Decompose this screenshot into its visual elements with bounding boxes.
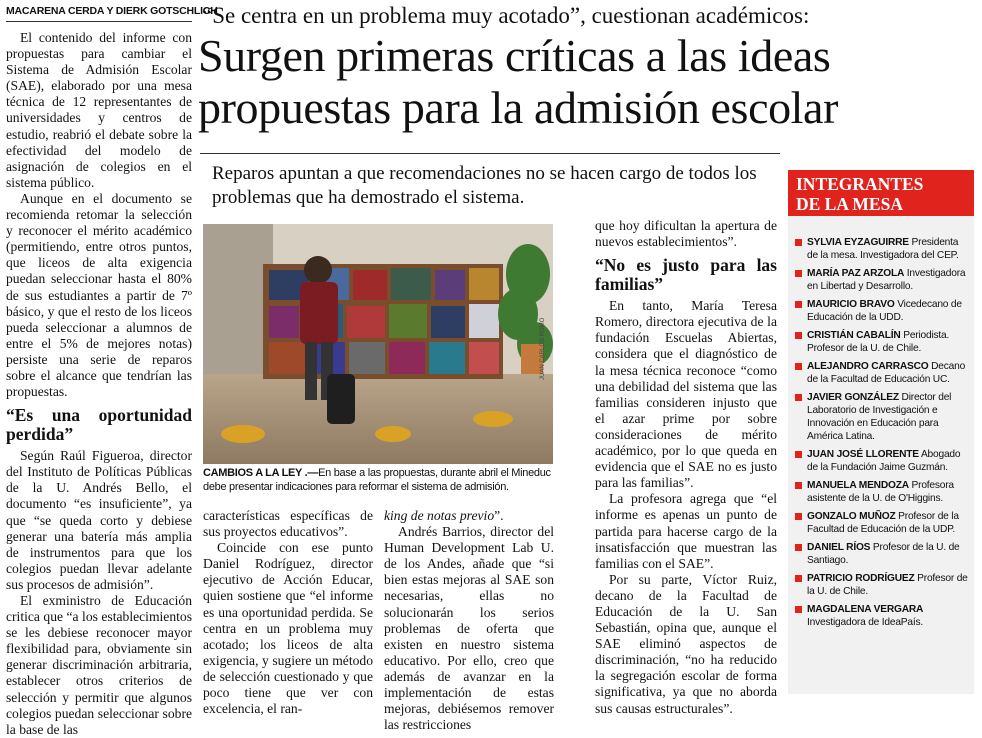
headline-rule — [200, 153, 780, 154]
paragraph: king de notas previo”. — [384, 508, 504, 523]
paragraph: Según Raúl Figueroa, director del Instituto de Políticas Públicas de la U. Andrés Bello, el documento “es insuficiente”, ya que “se queda corto y debiese generar una batería más amplia de instrumentos para que los colegios puedan llevar adelante sus procesos de admisión”. — [6, 448, 192, 592]
bullet-square-icon — [795, 451, 802, 458]
paragraph: Aunque en el documento se recomienda retomar la selección y reconocer el mérito académico (permitiendo, entre otros puntos, que liceos de alta exigencia puedan seleccionar hasta el 80% de sus estudiantes a partir de 7º básico, y que el resto de los liceos pueda seleccionar a alumnos de entre el 5% de mejores notas) persiste una serie de reparos sobre el alcance que tendrían las propuestas. — [6, 190, 192, 400]
headline-line-1: Surgen primeras críticas a las ideas — [198, 30, 831, 81]
member-item — [794, 267, 970, 293]
bullet-square-icon — [795, 482, 802, 489]
article-column-1 — [6, 30, 192, 738]
bullet-square-icon — [795, 513, 802, 520]
article-photo — [203, 224, 553, 464]
member-name: JAVIER GONZÁLEZ — [807, 392, 899, 403]
caption-lead: CAMBIOS A LA LEY .— — [203, 467, 319, 479]
member-role: Investigadora en Libertad y Desarrollo. — [807, 268, 966, 292]
bullet-square-icon — [795, 363, 802, 370]
member-item — [794, 603, 970, 629]
bullet-square-icon — [795, 606, 802, 613]
member-name: SYLVIA EYZAGUIRRE — [807, 237, 909, 248]
member-item — [794, 510, 970, 536]
headline — [198, 30, 982, 134]
member-item — [794, 298, 970, 324]
headline-line-2: propuestas para la admisión escolar — [198, 82, 838, 133]
members-list — [794, 236, 970, 634]
bullet-square-icon — [795, 544, 802, 551]
member-name: MAGDALENA VERGARA — [807, 604, 924, 615]
photo-illustration — [203, 224, 553, 464]
paragraph: Coincide con ese punto Daniel Rodríguez, director ejecutivo de Acción Educar, quien sostiene que “el informe es una oportunidad perdida. Se centra en un problema muy acotado; los liceos de alta exigencia, y sugiere un método de selección cuestionado y que poco tiene que ver con excelencia, el ran- — [203, 540, 373, 717]
bullet-square-icon — [795, 332, 802, 339]
member-role: Vicedecano de Educación de la UDD. — [807, 299, 962, 323]
paragraph: El exministro de Educación critica que “a los establecimientos se les debiese reconocer mayor flexibilidad para, obviamente sin generar discriminación arbitraria, establecer otros criterios de selección y permitir que algunos colegios puedan seleccionar sobre la base de las — [6, 593, 192, 737]
member-role: Profesor de la Facultad de Educación de la UDP. — [807, 511, 959, 535]
sidebar-title: INTEGRANTES DE LA MESA — [788, 170, 974, 216]
paragraph: características específicas de sus proyectos educativos”. — [203, 508, 373, 540]
member-item — [794, 572, 970, 598]
member-name: ALEJANDRO CARRASCO — [807, 361, 929, 372]
member-item — [794, 236, 970, 262]
member-item — [794, 448, 970, 474]
photo-caption — [203, 466, 553, 494]
paragraph: que hoy dificultan la apertura de nuevos establecimientos”. — [595, 218, 777, 250]
photo-credit: JUAN CARLOS ROMO — [540, 317, 546, 380]
bullet-square-icon — [795, 394, 802, 401]
member-name: MARÍA PAZ ARZOLA — [807, 268, 905, 279]
member-item — [794, 541, 970, 567]
paragraph: En tanto, María Teresa Romero, directora ejecutiva de la fundación Escuelas Abiertas, considera que el diagnóstico de la mesa técnica reconoce “como una debilidad del sistema que las familias consideren injusto que el azar prime por sobre consideraciones de mérito académico, por lo que queda en evidencia que el SAE no es justo para las familias”. — [595, 298, 777, 491]
member-name: CRISTIÁN CABALÍN — [807, 330, 901, 341]
member-role: Investigadora de IdeaPaís. — [807, 617, 924, 628]
bullet-square-icon — [795, 270, 802, 277]
byline-rule — [6, 21, 192, 22]
member-item — [794, 479, 970, 505]
member-role: Periodista. Profesor de la U. de Chile. — [807, 330, 950, 354]
member-role: Profesor de la U. de Chile. — [807, 573, 968, 597]
deck: Reparos apuntan a que recomendaciones no se hacen cargo de todos los problemas que ha demostrado el sistema. — [212, 163, 757, 208]
article-column-2 — [203, 508, 373, 717]
paragraph: El contenido del informe con propuestas para cambiar el Sistema de Admisión Escolar (SAE), elaborado por una mesa técnica de 12 representantes de universidades y centros de estudio, reabrió el debate sobre la efectividad del modelo de asignación de colegios en el sistema público. — [6, 30, 192, 190]
member-role: Director del Laboratorio de Investigación e Innovación en Educación para América Latina. — [807, 392, 952, 442]
member-name: MAURICIO BRAVO — [807, 299, 895, 310]
member-role: Profesor de la U. de Santiago. — [807, 542, 960, 566]
member-name: JUAN JOSÉ LLORENTE — [807, 449, 919, 460]
member-name: PATRICIO RODRÍGUEZ — [807, 573, 915, 584]
member-item — [794, 391, 970, 443]
paragraph: Andrés Barrios, director del Human Development Lab U. de los Andes, añade que “si bien estas mejoras al SAE son necesarias, ellas no solucionarán los serios problemas de oferta que existen en nuestro sistema educativo. Por ello, creo que además de avanzar en la implementación de estas mejoras, debiésemos remover las restricciones — [384, 524, 554, 733]
member-item — [794, 360, 970, 386]
caption-text: En base a las propuestas, durante abril el Mineduc debe presentar indicaciones para reformar el sistema de admisión. — [203, 467, 551, 493]
article-column-3 — [384, 508, 554, 733]
kicker: “Se centra en un problema muy acotado”, cuestionan académicos: — [202, 3, 810, 28]
byline: MACARENA CERDA Y DIERK GOTSCHLICH — [6, 5, 218, 17]
member-item — [794, 329, 970, 355]
member-role: Profesora asistente de la U. de O'Higgins. — [807, 480, 954, 504]
subhead: “No es justo para las familias” — [595, 255, 777, 295]
paragraph: Por su parte, Víctor Ruiz, decano de la Facultad de Educación de la U. San Sebastián, opina que, aunque el SAE eliminó aspectos de discriminación, “no ha reducido la segregación escolar de forma significativa, ya que no aborda sus causas estructurales”. — [595, 571, 777, 716]
member-role: Presidenta de la mesa. Investigadora del CEP. — [807, 237, 959, 261]
member-role: Decano de la Facultad de Educación UC. — [807, 361, 966, 385]
bullet-square-icon — [795, 239, 802, 246]
member-name: DANIEL RÍOS — [807, 542, 871, 553]
member-name: MANUELA MENDOZA — [807, 480, 909, 491]
italic-term: king de notas previo — [384, 508, 495, 523]
subhead: “Es una oportunidad perdida” — [6, 405, 192, 445]
bullet-square-icon — [795, 301, 802, 308]
bullet-square-icon — [795, 575, 802, 582]
member-name: GONZALO MUÑOZ — [807, 511, 896, 522]
article-column-4 — [595, 218, 777, 717]
member-role: Abogado de la Fundación Jaime Guzmán. — [807, 449, 961, 473]
paragraph: La profesora agrega que “el informe es apenas un punto de partida para hacerse cargo de la insatisfacción que muestran las familias con el SAE”. — [595, 491, 777, 571]
